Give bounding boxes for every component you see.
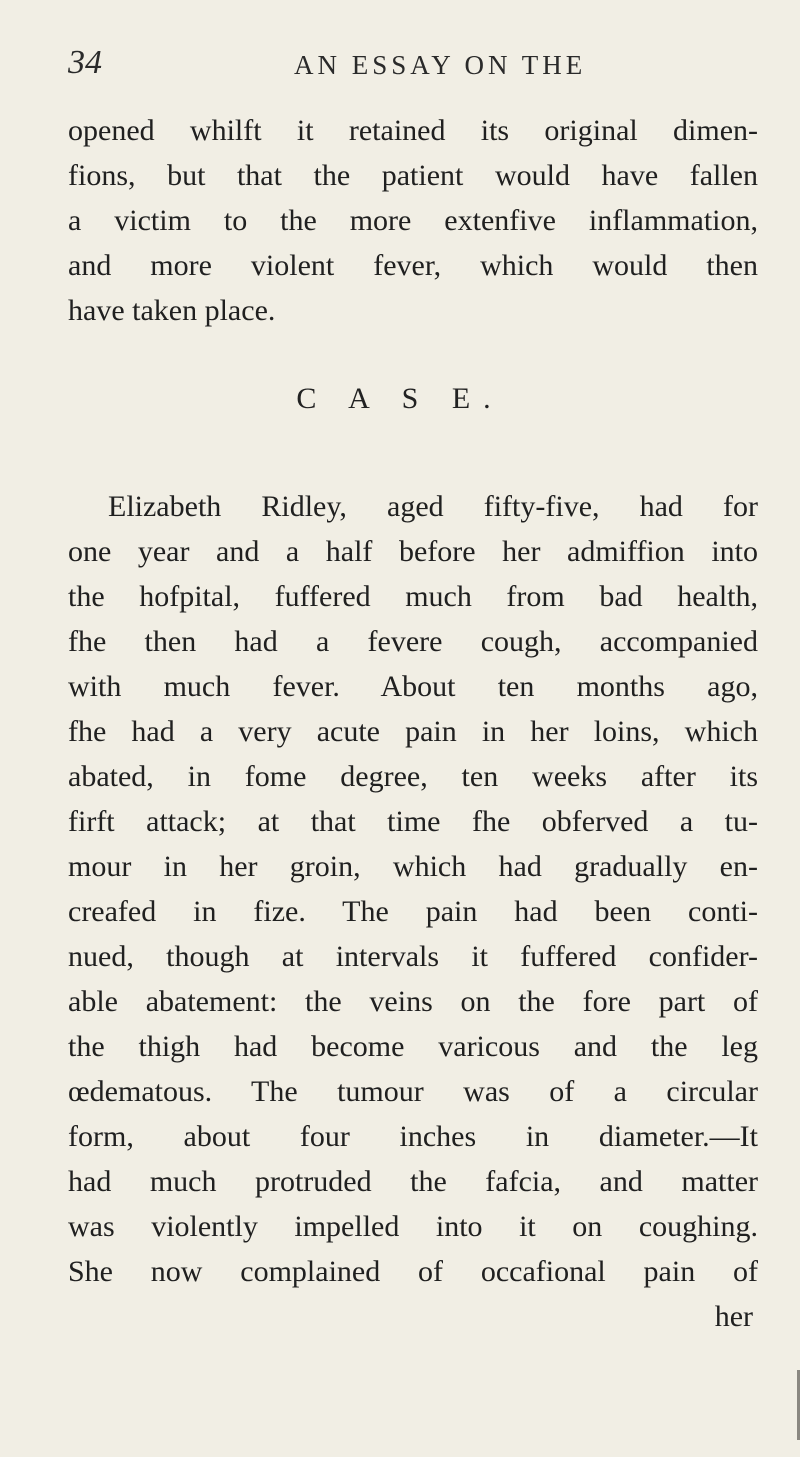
text-line: able abatement: the veins on the fore part of	[68, 985, 758, 1018]
text-line: abated, in fome degree, ten weeks after its	[68, 760, 758, 793]
text-line: mour in her groin, which had gradually en-	[68, 850, 758, 883]
text-line: creafed in fize. The pain had been conti-	[68, 895, 758, 928]
catchword: her	[714, 1300, 753, 1333]
text-line: a victim to the more extenfive inflammation,	[68, 204, 758, 237]
running-title: AN ESSAY ON THE	[294, 50, 587, 80]
text-line: was violently impelled into it on coughing.	[68, 1210, 758, 1243]
text-line: opened whilft it retained its original dimen-	[68, 114, 758, 147]
text-line: œdematous. The tumour was of a circular	[68, 1075, 758, 1108]
text-line: nued, though at intervals it fuffered confider-	[68, 940, 758, 973]
text-line: fhe had a very acute pain in her loins, which	[68, 715, 758, 748]
text-line: with much fever. About ten months ago,	[68, 670, 758, 703]
text-line: firft attack; at that time fhe obferved a tu-	[68, 805, 758, 838]
paragraph-2	[68, 484, 758, 1339]
text-line: the thigh had become varicous and the leg	[68, 1030, 758, 1063]
text-line: had much protruded the fafcia, and matter	[68, 1165, 758, 1198]
page-number: 34	[68, 44, 102, 81]
text-line: fions, but that the patient would have fallen	[68, 159, 758, 192]
text-line: one year and a half before her admiffion into	[68, 535, 758, 568]
text-line: She now complained of occafional pain of	[68, 1255, 758, 1288]
text-line: fhe then had a fevere cough, accompanied	[68, 625, 758, 658]
text-line: and more violent fever, which would then	[68, 249, 758, 282]
text-line: Elizabeth Ridley, aged fifty-five, had for	[108, 490, 758, 523]
text-line: the hofpital, fuffered much from bad health,	[68, 580, 758, 613]
text-line: have taken place.	[68, 294, 276, 327]
running-head	[68, 38, 760, 98]
case-heading: C A S E.	[296, 382, 504, 415]
paragraph-1	[68, 108, 758, 333]
text-line: form, about four inches in diameter.—It	[68, 1120, 758, 1153]
